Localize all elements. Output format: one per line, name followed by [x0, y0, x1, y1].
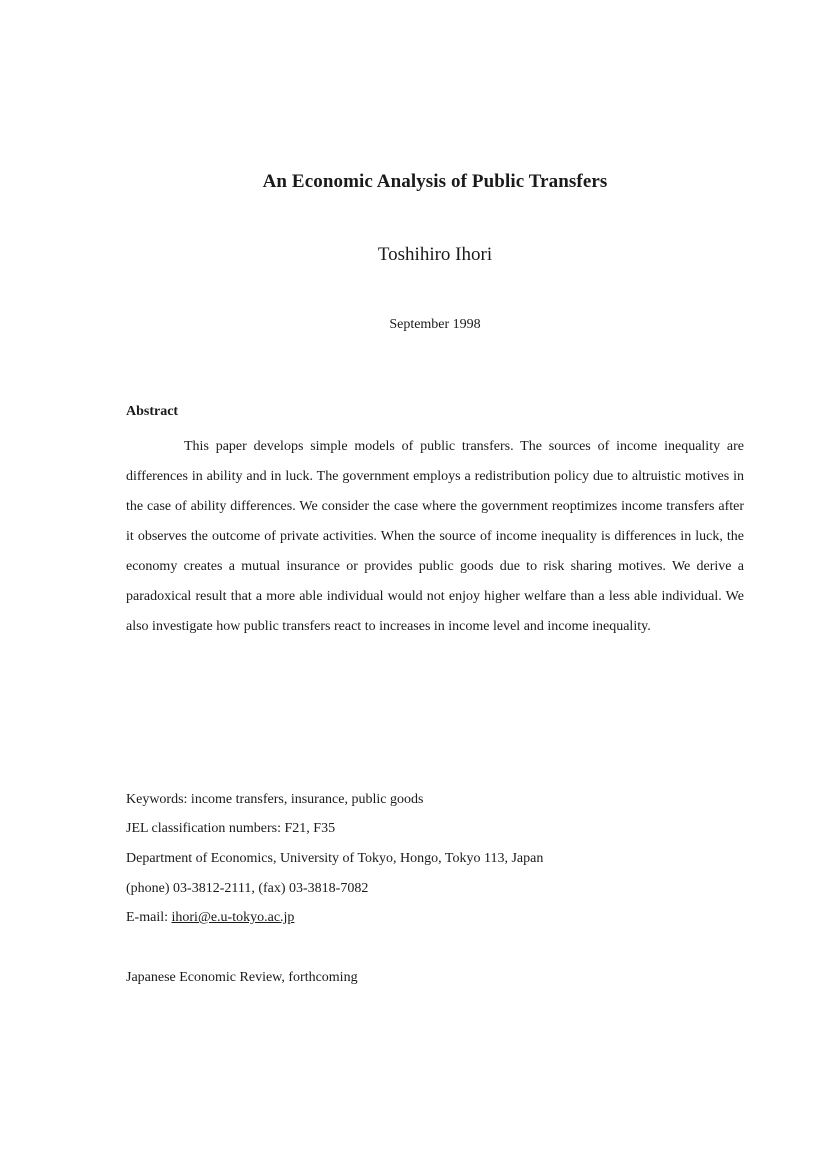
paper-title: An Economic Analysis of Public Transfers	[262, 171, 608, 192]
email-link[interactable]: ihori@e.u-tokyo.ac.jp	[171, 910, 295, 925]
phone-fax-line: (phone) 03-3812-2111, (fax) 03-3818-7082	[126, 881, 369, 896]
abstract-body: This paper develops simple models of public transfers. The sources of income inequality are differences in ability and in luck. The government employs a redistribution policy due to altruistic motives in the case of ability differences. We consider the case where the government reoptimizes income transfers after it observes the outcome of private activities. When the source of income inequality is differences in luck, the economy creates a mutual insurance or provides public goods due to risk sharing motives. We derive a paradoxical result that a more able individual would not enjoy higher welfare than a less able individual. We also investigate how public transfers react to increases in income level and income inequality.	[126, 439, 744, 634]
publication-note: Japanese Economic Review, forthcoming	[126, 970, 358, 985]
author-name: Toshihiro Ihori	[377, 244, 493, 265]
paper-date: September 1998	[389, 317, 481, 332]
abstract-heading: Abstract	[126, 404, 179, 419]
department-address-line: Department of Economics, University of Tokyo, Hongo, Tokyo 113, Japan	[126, 851, 544, 866]
jel-classification-line: JEL classification numbers: F21, F35	[126, 821, 336, 836]
keywords-line: Keywords: income transfers, insurance, public goods	[126, 792, 424, 807]
email-label: E-mail:	[126, 910, 172, 925]
email-line	[126, 910, 294, 926]
